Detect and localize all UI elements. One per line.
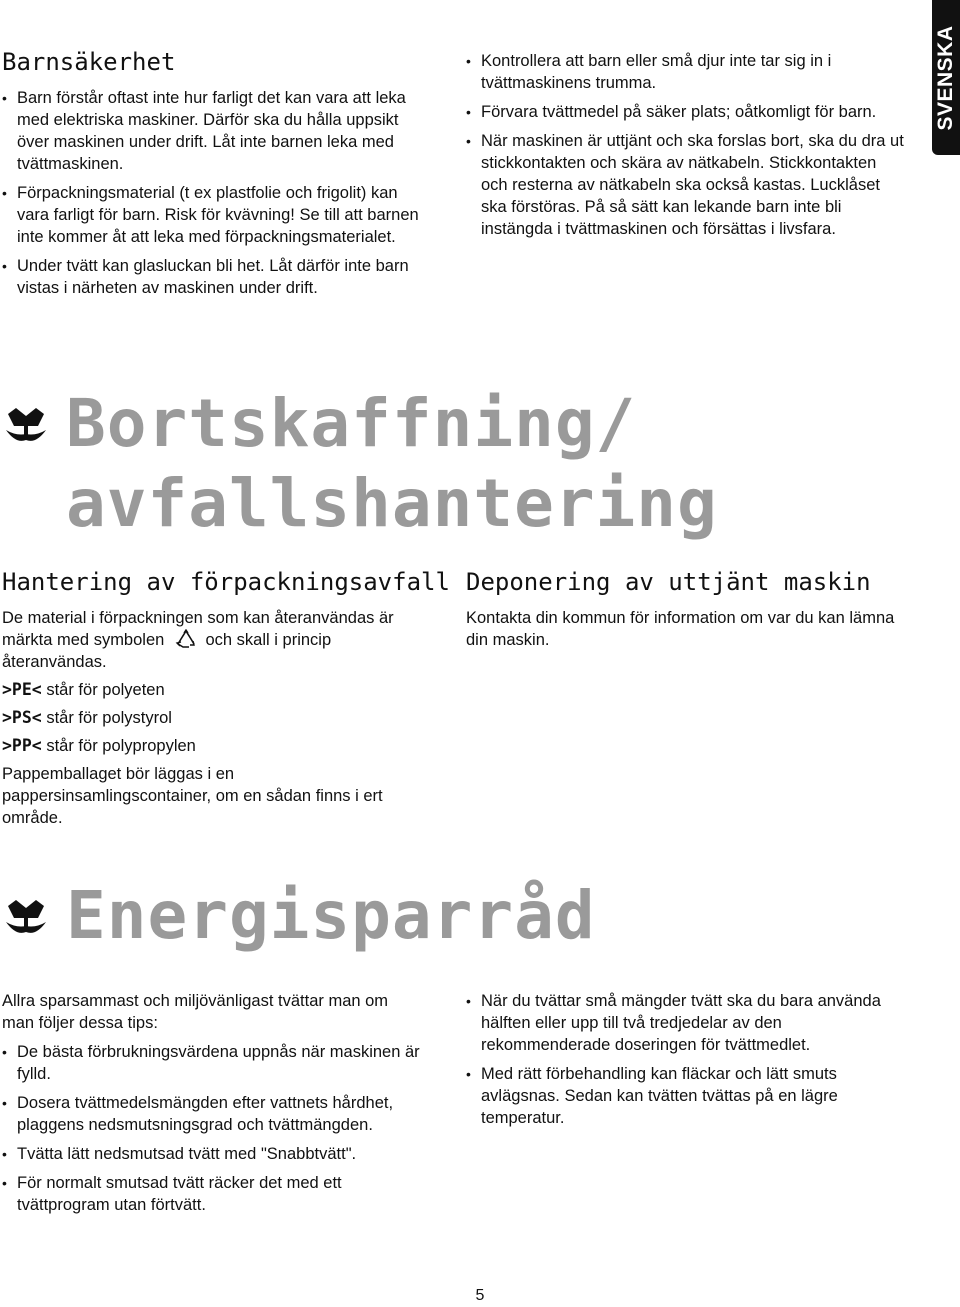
list-item: • Tvätta lätt nedsmutsad tvätt med "Snabbtvätt". [2,1143,422,1165]
disposal-heading-line2: avfallshantering [66,465,718,542]
code-pe-text: står för polyeten [46,681,165,699]
list-item: • Med rätt förbehandling kan fläckar och lätt smuts avlägsnas. Sedan kan tvätten tvättas på en lägre temperatur. [466,1063,906,1129]
list-item: • Förvara tvättmedel på säker plats; oåtkomligt för barn. [466,101,906,123]
energy-heading: Energisparråd [66,877,596,954]
energy-intro: Allra sparsammast och miljövänligast tvättar man om man följer dessa tips: [2,992,389,1032]
list-item: • För normalt smutsad tvätt räcker det med ett tvättprogram utan förtvätt. [2,1172,422,1216]
code-line-ps [2,707,427,729]
child-safety-left-column [2,87,422,306]
disposal-heading-line1: Bortskaffning/ [66,385,637,462]
code-line-pp [2,735,427,757]
list-item: • Barn förstår oftast inte hur farligt det kan vara att leka med elektriska maskiner. Därför ska du hålla uppsikt över maskinen under drift. Låt inte barnen leka med tvättmaskinen. [2,87,422,175]
language-tab-label: SVENSKA [934,24,957,131]
code-pp: >PP< [2,736,42,755]
packaging-title: Hantering av förpackningsavfall [2,568,450,596]
machine-disposal-title: Deponering av uttjänt maskin [466,568,871,596]
list-item: • När maskinen är uttjänt och ska forslas bort, ska du dra ut stickkontakten och skära av nätkabeln. Stickkontakten och resterna av nätkabeln ska också kastas. Lucklåset ska förstöras. På så sätt kan lekande barn inte bli instängda i tvättmaskinen och försättas i livsfara. [466,130,906,240]
packaging-intro [2,607,427,673]
list-item: • De bästa förbrukningsvärdena uppnås när maskinen är fylld. [2,1041,422,1085]
energy-right-column [466,990,906,1136]
packaging-intro-after: och skall i princip återanvändas. [2,631,332,671]
child-safety-right-column [466,50,906,247]
packaging-section [2,607,427,835]
code-ps: >PS< [2,708,42,727]
energy-left-column [2,990,422,1223]
code-pp-text: står för polypropylen [46,737,196,755]
packaging-intro-before: De material i förpackningen som kan återanvändas är märkta med symbolen [2,609,394,649]
list-item: • Kontrollera att barn eller små djur inte tar sig in i tvättmaskinens trumma. [466,50,906,94]
code-line-pe [2,679,427,701]
code-pe: >PE< [2,680,42,699]
machine-disposal-section [466,607,906,657]
list-item: • Under tvätt kan glasluckan bli het. Låt därför inte barn vistas i närheten av maskinen under drift. [2,255,422,299]
list-item: • Dosera tvättmedelsmängden efter vattnets hårdhet, plaggens nedsmutsningsgrad och tvättmängden. [2,1092,422,1136]
environment-flower-icon [2,892,50,940]
cardboard-text: Pappemballaget bör läggas i en pappersinsamlingscontainer, om en sådan finns i ert område. [2,765,383,827]
environment-flower-icon [2,400,50,448]
recycle-icon [175,629,197,649]
machine-disposal-text: Kontakta din kommun för information om var du kan lämna din maskin. [466,609,895,649]
child-safety-title: Barnsäkerhet [2,48,176,76]
list-item: • Förpackningsmaterial (t ex plastfolie och frigolit) kan vara farligt för barn. Risk för kvävning! Se till att barnen inte kommer åt att leka med förpackningsmaterialet. [2,182,422,248]
language-tab [932,0,960,155]
code-ps-text: står för polystyrol [46,709,172,727]
list-item: • När du tvättar små mängder tvätt ska du bara använda hälften eller upp till två tredjedelar av den rekommenderade doseringen för tvättmedlet. [466,990,906,1056]
page-number: 5 [475,1287,485,1304]
